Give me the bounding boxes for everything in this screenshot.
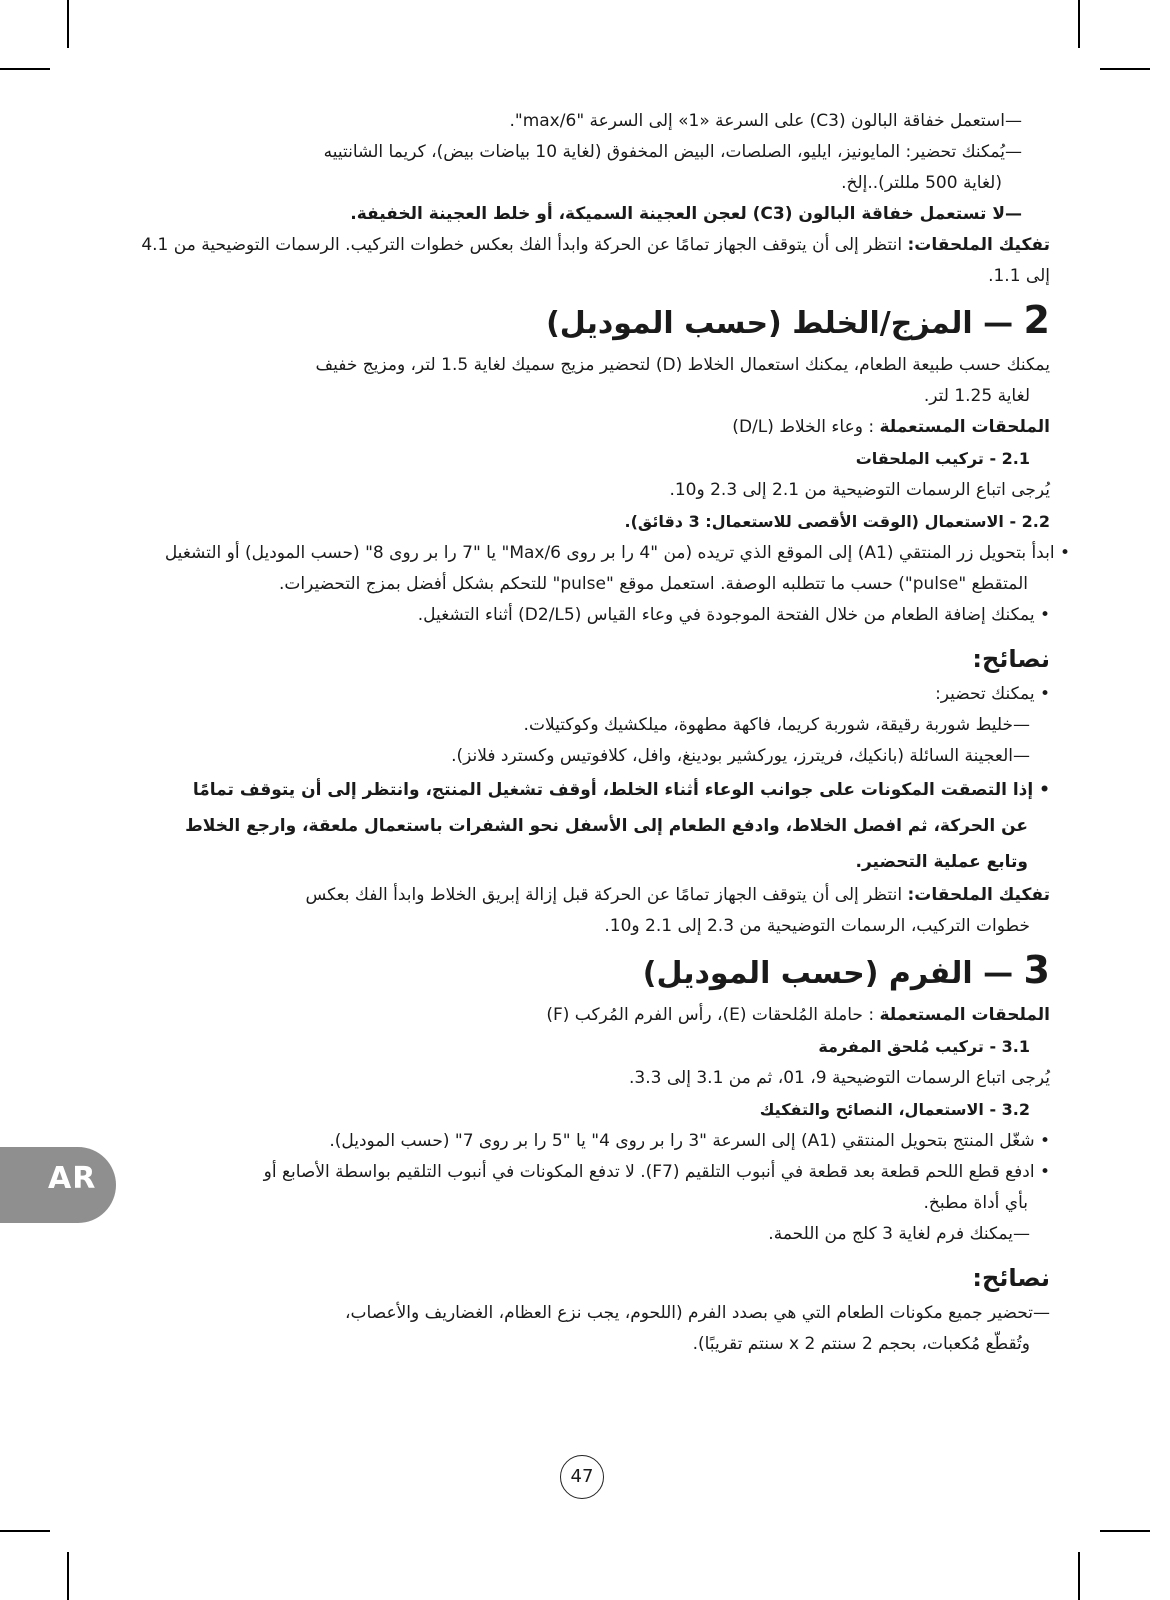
text-line: المتقطع "pulse") حسب ما تتطلبه الوصفة. استعمل موقع "pulse" للتحكم بشكل أفضل بمزج التحضيرات. — [278, 574, 1028, 594]
section-3-heading — [118, 946, 1050, 998]
section-title: — المزج/الخلط (حسب الموديل) — [546, 306, 1024, 341]
section-title: — الفرم (حسب الموديل) — [642, 956, 1024, 991]
text-line: لغاية 1.25 لتر. — [923, 386, 1030, 406]
bullet-line: • يمكنك تحضير: — [935, 684, 1050, 704]
crop-mark — [1100, 68, 1150, 70]
dash-line: —العجينة السائلة (بانكيك، فريترز، يوركشير بودينغ، وافل، كلافوتيس وكسترد فلانز). — [451, 746, 1030, 766]
subheading: 3.1 - تركيب مُلحق المفرمة — [818, 1037, 1030, 1056]
crop-mark — [1100, 1530, 1150, 1532]
crop-mark — [1078, 1552, 1080, 1600]
bullet-line: • يمكنك إضافة الطعام من خلال الفتحة الموجودة في وعاء القياس (D2/L5) أثناء التشغيل. — [417, 605, 1050, 625]
crop-mark — [67, 1552, 69, 1600]
page-content — [118, 106, 1070, 1360]
bullet-line: • ابدأ بتحويل زر المنتقي (A1) إلى الموقع الذي تريده (من "4 را بر روى Max/6" يا "7 را بر روى 8" (حسب الموديل) أو التشغيل — [164, 543, 1070, 563]
disassembly-text — [118, 230, 1050, 261]
section-2-heading — [118, 296, 1050, 348]
text-line: —يُمكنك تحضير: المايونيز، ايليو، الصلصات، البيض المخفوق (لغاية 10 بياضات بيض)، كريما الشانتييه — [323, 142, 1022, 162]
text-line: عن الحركة، ثم افصل الخلاط، وادفع الطعام إلى الأسفل نحو الشفرات باستعمال ملعقة، وارجع الخلاط — [185, 816, 1028, 836]
text-line: وتابع عملية التحضير. — [855, 852, 1028, 872]
subheading: 2.2 - الاستعمال (الوقت الأقصى للاستعمال: 3 دقائق). — [624, 512, 1050, 531]
subheading: 3.2 - الاستعمال، النصائح والتفكيك — [759, 1100, 1030, 1119]
disassembly-label: تفكيك الملحقات: — [907, 885, 1050, 905]
disassembly-body: انتظر إلى أن يتوقف الجهاز تمامًا عن الحركة وابدأ الفك بعكس خطوات التركيب. الرسمات التوضيحية من 4.1 — [141, 235, 908, 255]
accessories-label: الملحقات المستعملة — [879, 417, 1050, 437]
bullet-line: • شغّل المنتج بتحويل المنتقي (A1) إلى السرعة "3 را بر روى 4" يا "5 را بر روى 7" (حسب الموديل). — [329, 1131, 1050, 1151]
crop-mark — [0, 68, 50, 70]
disassembly-label: تفكيك الملحقات: — [907, 235, 1050, 255]
bullet-line: • ادفع قطع اللحم قطعة بعد قطعة في أنبوب التلقيم (F7). لا تدفع المكونات في أنبوب التلقيم بواسطة الأصابع أو — [263, 1162, 1050, 1182]
accessories-label: الملحقات المستعملة — [879, 1005, 1050, 1025]
tips-heading: نصائح: — [972, 1264, 1050, 1292]
text-line: بأي أداة مطبخ. — [923, 1193, 1028, 1213]
warning-line: —لا تستعمل خفاقة البالون (C3) لعجن العجينة السميكة، أو خلط العجينة الخفيفة. — [350, 204, 1022, 224]
subheading: 2.1 - تركيب الملحقات — [855, 449, 1030, 468]
bullet-line: • إذا التصقت المكونات على جوانب الوعاء أثناء الخلط، أوقف تشغيل المنتج، وانتظر إلى أن يتوقف تمامًا — [192, 780, 1050, 800]
text-line: خطوات التركيب، الرسمات التوضيحية من 2.3 إلى 2.1 و10. — [604, 916, 1030, 936]
accessories-value: : حاملة المُلحقات (E)، رأس الفرم المُركب (F) — [546, 1005, 880, 1025]
dash-line: —خليط شوربة رقيقة، شوربة كريما، فاكهة مطهوة، ميلكشيك وكوكتيلات. — [523, 715, 1030, 735]
crop-mark — [67, 0, 69, 48]
tips-heading: نصائح: — [972, 645, 1050, 673]
section-number: 3 — [1023, 948, 1050, 992]
language-code: AR — [48, 1161, 97, 1196]
crop-mark — [0, 1530, 50, 1532]
section-number: 2 — [1023, 298, 1050, 342]
disassembly-body: انتظر إلى أن يتوقف الجهاز تمامًا عن الحركة قبل إزالة إبريق الخلاط وابدأ الفك بعكس — [305, 885, 908, 905]
crop-mark — [1078, 0, 1080, 48]
text-line: يُرجى اتباع الرسمات التوضيحية 9، 01، ثم من 3.1 إلى 3.3. — [629, 1068, 1050, 1088]
language-tab — [0, 1147, 116, 1223]
page-number: 47 — [560, 1455, 604, 1499]
dash-line: —يمكنك فرم لغاية 3 كلج من اللحمة. — [768, 1224, 1030, 1244]
text-line: إلى 1.1. — [988, 266, 1050, 286]
text-line: —استعمل خفاقة البالون (C3) على السرعة «1» إلى السرعة "6/max". — [509, 111, 1022, 131]
text-line: يمكنك حسب طبيعة الطعام، يمكنك استعمال الخلاط (D) لتحضير مزيج سميك لغاية 1.5 لتر، ومزيج خفيف — [315, 355, 1050, 375]
disassembly-text — [118, 880, 1050, 911]
text-line: يُرجى اتباع الرسمات التوضيحية من 2.1 إلى 2.3 و10. — [669, 480, 1050, 500]
accessories-line — [118, 412, 1050, 443]
text-line: (لغاية 500 مللتر)..إلخ. — [841, 173, 1002, 193]
accessories-line — [118, 1000, 1050, 1031]
text-line: وتُقطّع مُكعبات، بحجم 2 سنتم x 2 سنتم تقريبًا). — [692, 1334, 1030, 1354]
dash-line: —تحضير جميع مكونات الطعام التي هي بصدد الفرم (اللحوم، يجب نزع العظام، الغضاريف والأعصاب، — [345, 1303, 1050, 1323]
accessories-value: : وعاء الخلاط (D/L) — [732, 417, 880, 437]
